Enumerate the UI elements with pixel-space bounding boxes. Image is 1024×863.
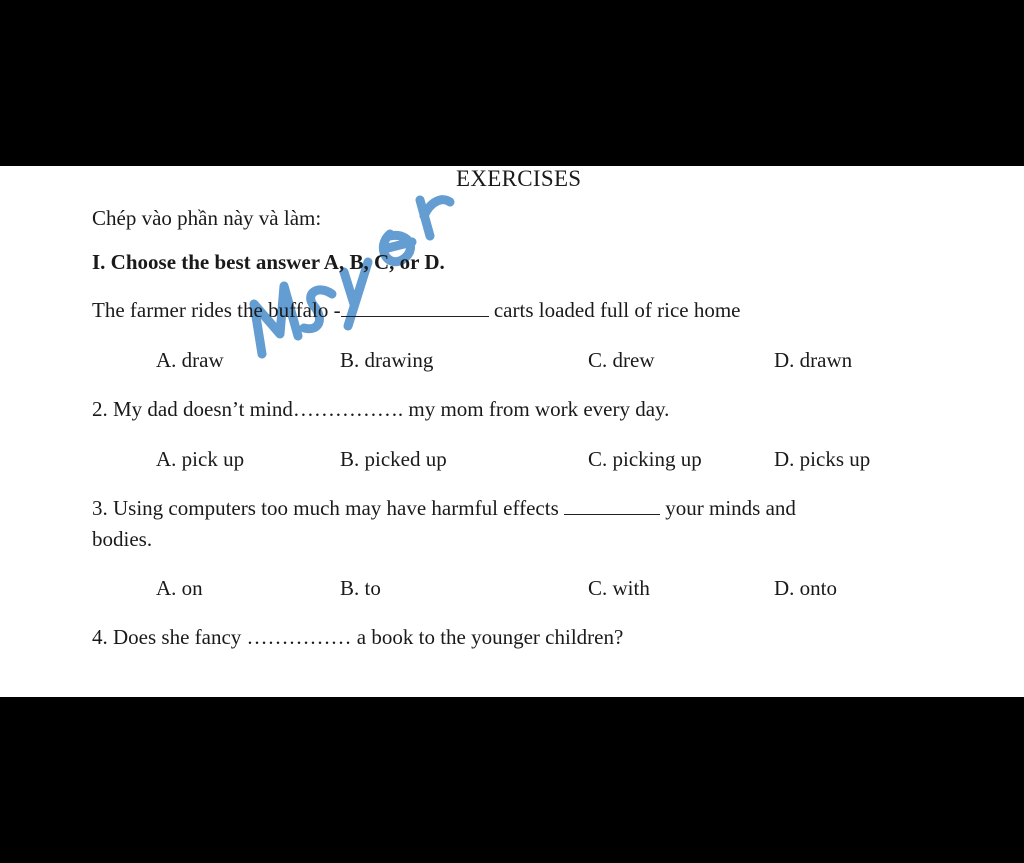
option-a: A. on	[156, 576, 203, 600]
option-d: D. picks up	[774, 447, 871, 471]
answer-dots: …………….	[292, 397, 404, 421]
instruction-text: Chép vào phần này và làm:	[92, 206, 322, 230]
option-d: D. drawn	[774, 348, 853, 372]
answer-dots: ……………	[246, 625, 352, 649]
question-2-text-after: my mom from work every day.	[403, 397, 670, 421]
question-2-text-before: 2. My dad doesn’t mind	[92, 397, 293, 421]
option-b: B. to	[340, 576, 381, 600]
option-c: C. drew	[588, 348, 655, 372]
question-2	[92, 397, 669, 422]
answer-blank	[564, 498, 660, 515]
option-b: B. picked up	[340, 447, 447, 471]
option-a: A. draw	[156, 348, 224, 372]
question-1	[92, 298, 741, 323]
option-b: B. drawing	[340, 348, 434, 372]
answer-blank	[341, 300, 489, 317]
option-a: A. pick up	[156, 447, 245, 471]
option-c: C. picking up	[588, 447, 702, 471]
question-3-continuation: bodies.	[92, 527, 153, 551]
question-3-text-before: 3. Using computers too much may have harmful effects	[92, 496, 564, 520]
question-1-text-after: carts loaded full of rice home	[488, 298, 741, 322]
question-3-text-after: your minds and	[660, 496, 796, 520]
question-4-text-before: 4. Does she fancy	[92, 625, 247, 649]
question-3	[92, 496, 796, 521]
option-c: C. with	[588, 576, 650, 600]
page-heading: EXERCISES	[456, 166, 582, 191]
worksheet-page	[0, 166, 1024, 697]
option-d: D. onto	[774, 576, 837, 600]
question-4-text-after: a book to the younger children?	[351, 625, 624, 649]
question-4	[92, 625, 623, 650]
question-1-text-before: The farmer rides the buffalo -	[92, 298, 341, 322]
section-title: I. Choose the best answer A, B, C, or D.	[92, 250, 445, 274]
